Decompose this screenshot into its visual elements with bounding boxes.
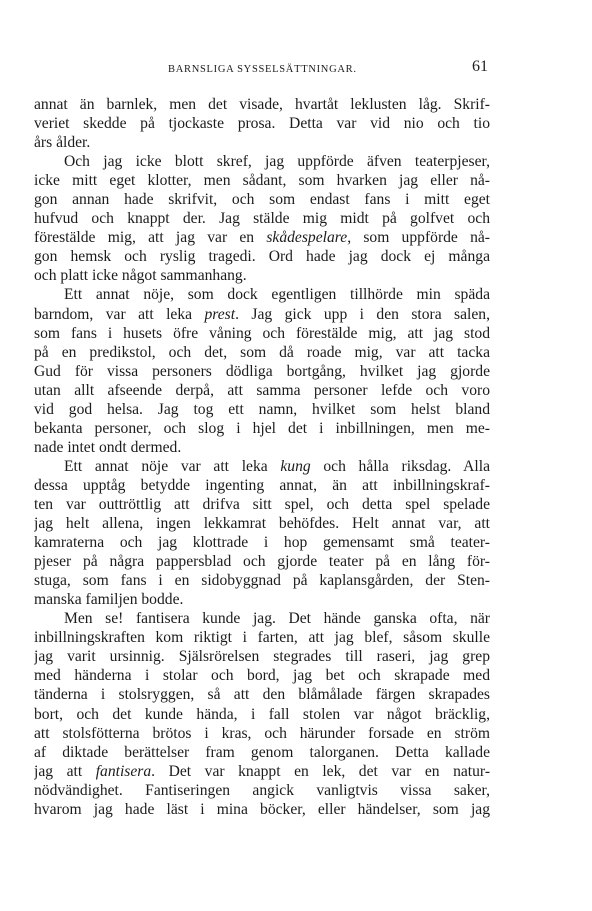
text-line: Gud för vissa personers dödliga bortgång, hvilket jag gjorde bbox=[34, 362, 490, 380]
text-line: gon annan hade skrifvit, och som endast fans i mitt eget bbox=[34, 191, 490, 209]
text-line: års ålder. bbox=[34, 134, 91, 152]
text-line bbox=[34, 228, 490, 247]
text-line: tänderna i stolsryggen, så att den blåmålade färgen skrapades bbox=[34, 686, 490, 704]
text-segment: , som uppförde nå- bbox=[347, 229, 490, 247]
text-line: jag varit ursinnig. Själsrörelsen stegrades till raseri, jag grep bbox=[34, 648, 490, 666]
text-line: Ett annat nöje, som dock egentligen tillhörde min späda bbox=[64, 286, 490, 304]
text-line: och platt icke något sammanhang. bbox=[34, 267, 247, 285]
running-head: BARNSLIGA SYSSELSÄTTNINGAR. bbox=[168, 64, 357, 75]
text-line: hvarom jag hade läst i mina böcker, eller händelser, som jag bbox=[34, 800, 490, 818]
text-line: bort, och det kunde hända, i fall stolen var något bräcklig, bbox=[34, 705, 490, 723]
text-line: pjeser på några pappersblad och gjorde teater på en lång för- bbox=[34, 553, 490, 571]
text-line: på en predikstol, och det, som då roade mig, var att tacka bbox=[34, 343, 490, 361]
page-header bbox=[0, 58, 592, 82]
text-line: att stolsfötterna brötos i kras, och härunder forsade en ström bbox=[34, 724, 490, 742]
text-line: dessa upptåg betydde ingenting annat, än att inbillningskraf- bbox=[34, 476, 490, 494]
page-number: 61 bbox=[472, 58, 488, 75]
text-segment: barndom, var att leka bbox=[34, 305, 205, 323]
text-line: Och jag icke blott skref, jag uppförde äfven teaterpjeser, bbox=[64, 153, 490, 171]
text-line bbox=[34, 305, 490, 324]
text-segment: . Det var knappt en lek, det var en natur- bbox=[151, 762, 490, 780]
text-line: af diktade berättelser fram genom talorganen. Detta kallade bbox=[34, 743, 490, 761]
text-line: annat än barnlek, men det visade, hvartåt leklusten låg. Skrif- bbox=[34, 96, 490, 113]
text-line: inbillningskraften kom riktigt i farten, att jag blef, såsom skulle bbox=[34, 629, 490, 647]
text-line: som fans i husets öfre våning och förestälde mig, att jag stod bbox=[34, 324, 490, 342]
italic-word: skådespelare bbox=[266, 229, 348, 247]
body-text bbox=[34, 95, 490, 819]
italic-word: kung bbox=[280, 457, 311, 475]
text-segment: och hålla riksdag. Alla bbox=[310, 457, 490, 475]
italic-word: fantisera bbox=[95, 762, 152, 780]
text-line: bekanta personer, och slog i hjel det i inbillningen, men me- bbox=[34, 419, 490, 437]
text-line: jag helt allena, ingen lekkamrat behöfdes. Helt annat var, att bbox=[34, 515, 490, 533]
text-line: ten var outtröttlig att drifva sitt spel, och detta spel spelade bbox=[34, 495, 490, 513]
text-line bbox=[34, 762, 490, 781]
text-line: nödvändighet. Fantiseringen angick vanligtvis vissa saker, bbox=[34, 781, 490, 799]
text-line: gon hemsk och ryslig tragedi. Ord hade jag dock ej många bbox=[34, 248, 490, 266]
text-line: utan allt afseende derpå, att samma personer lefde och voro bbox=[34, 381, 490, 399]
text-segment: jag att bbox=[34, 762, 96, 780]
text-line: manska familjen bodde. bbox=[34, 591, 184, 609]
text-line: veriet skedde på tjockaste prosa. Detta var vid nio och tio bbox=[34, 115, 490, 133]
text-line: med händerna i stolar och bord, jag bet och skrapade med bbox=[34, 667, 490, 685]
text-segment: förestälde mig, att jag var en bbox=[34, 229, 267, 247]
text-line: vid god helsa. Jag tog ett namn, hvilket som helst bland bbox=[34, 400, 490, 418]
text-segment: Ett annat nöje var att leka bbox=[64, 457, 281, 475]
italic-word: prest bbox=[204, 305, 236, 323]
text-line bbox=[34, 457, 490, 476]
text-segment: . Jag gick upp i den stora salen, bbox=[235, 305, 490, 323]
text-line: stuga, som fans i en sidobyggnad på kaplansgården, der Sten- bbox=[34, 572, 490, 590]
text-line: nade intet ondt dermed. bbox=[34, 438, 182, 456]
text-line: kamraterna och jag klottrade i hop gemensamt små teater- bbox=[34, 534, 490, 552]
text-line: icke mitt eget klotter, men sådant, som hvarken jag eller nå- bbox=[34, 172, 490, 190]
text-line: Men se! fantisera kunde jag. Det hände ganska ofta, när bbox=[64, 610, 490, 628]
text-line: hufvud och knappt der. Jag stälde mig midt på golfvet och bbox=[34, 210, 490, 228]
